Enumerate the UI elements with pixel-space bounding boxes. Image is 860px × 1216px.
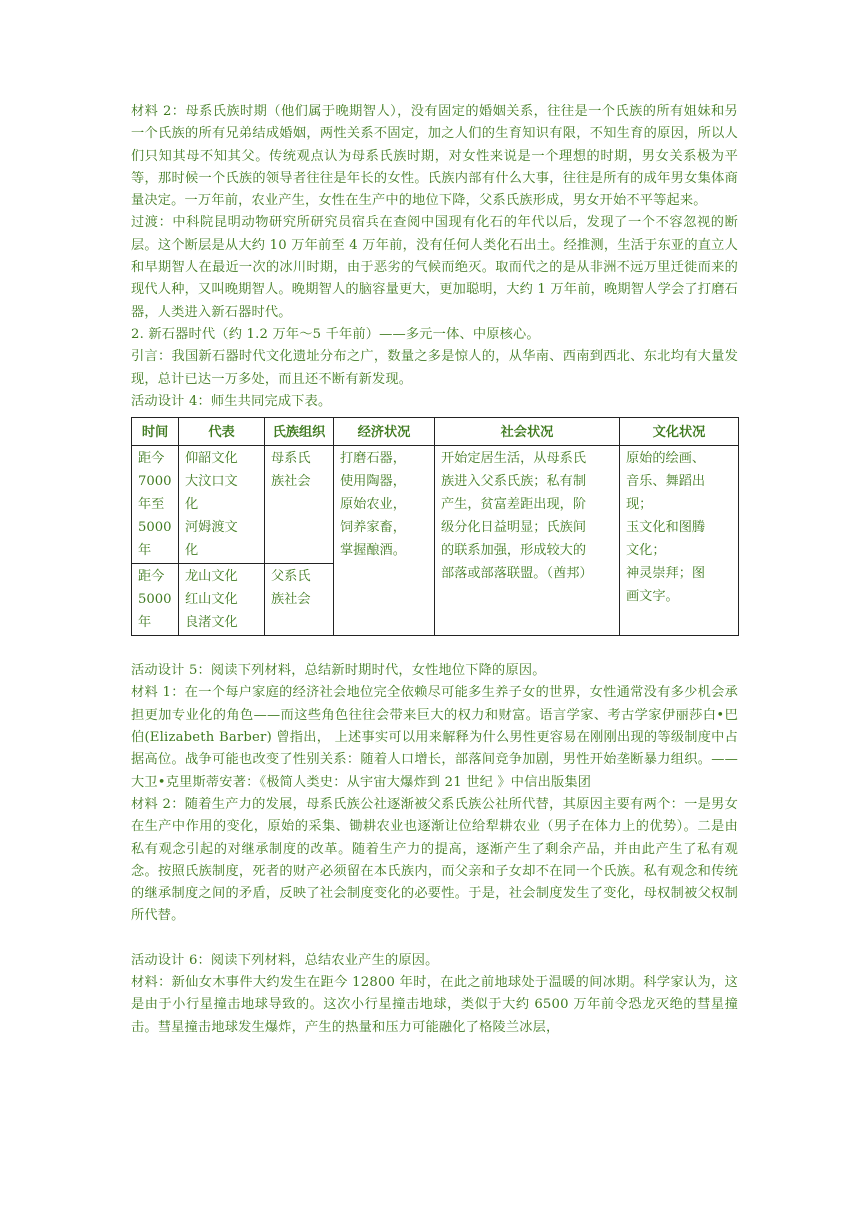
cell-line: 开始定居生活，从母系氏: [441, 451, 587, 467]
cell-line: 仰韶文化: [185, 451, 238, 467]
row1-organization-cell: [265, 446, 334, 564]
table-row: [132, 446, 739, 564]
cell-line: 掌握酿酒。: [340, 543, 406, 559]
document-page: [131, 101, 738, 1039]
section-heading-neolithic: 2. 新石器时代（约 1.2 万年～5 千年前）——多元一体、中原核心。: [131, 326, 540, 342]
introduction-paragraph: 引言：我国新石器时代文化遗址分布之广，数量之多是惊人的，从华南、西南到西北、东北均有大量发现，总计已达一万多处，而且还不断有新发现。: [131, 349, 738, 387]
cell-line: 音乐、舞蹈出: [626, 474, 706, 490]
cell-line: 原始农业，: [340, 497, 406, 513]
cell-line: 原始的绘画、: [626, 451, 706, 467]
material-paragraph: 材料：新仙女木事件大约发生在距今 12800 年时，在此之前地球处于温暖的间冰期。科学家认为，这是由于小行星撞击地球导致的。这次小行星撞击地球，类似于大约 6500 万年前令恐龙灭绝的彗星撞击。彗星撞击地球发生爆炸，产生的热量和压力可能融化了格陵兰冰层，: [131, 975, 738, 1035]
cell-line: 使用陶器，: [340, 474, 406, 490]
activity-6-heading: 活动设计 6：阅读下列材料，总结农业产生的原因。: [131, 952, 439, 968]
cell-line: 大汶口文: [185, 474, 238, 490]
cell-line: 级分化日益明显；氏族间: [441, 520, 587, 536]
cell-line: 距今: [138, 451, 165, 467]
activity-5-heading: 活动设计 5：阅读下列材料，总结新时期时代，女性地位下降的原因。: [131, 663, 546, 679]
cell-line: 族进入父系氏族；私有制: [441, 474, 587, 490]
material-1-paragraph: 材料 1：在一个每户家庭的经济社会地位完全依赖尽可能多生养子女的世界，女性通常没有多少机会承担更加专业化的角色——而这些角色往往会带来巨大的权力和财富。语言学家、考古学家伊丽莎白•巴伯(Elizabeth Barber) 曾指出， 上述事实可以用来解释为什么男性更容易在刚刚出现的等级制度中占据高位。战争可能也改变了性别关系：随着人口增长，部落间竞争加剧，男性开始垄断暴力组织。——大卫•克里斯蒂安著：《极简人类史：从宇宙大爆炸到 21 世纪 》中信出版集团: [131, 685, 738, 790]
table-header-row: [132, 418, 739, 446]
cell-line: 产生，贫富差距出现，阶: [441, 497, 587, 513]
cell-line: 文化；: [626, 543, 666, 559]
society-cell: [435, 446, 620, 636]
activity-4-heading: 活动设计 4：师生共同完成下表。: [131, 393, 332, 409]
cell-line: 饲养家畜，: [340, 520, 406, 536]
row1-representative-cell: [179, 446, 265, 564]
cell-line: 化: [185, 497, 199, 513]
cell-line: 距今: [138, 569, 165, 585]
cell-line: 打磨石器，: [340, 451, 406, 467]
cell-line: 族社会: [271, 592, 311, 608]
cell-line: 年: [138, 615, 152, 631]
paragraph-gap: [131, 928, 738, 950]
row2-representative-cell: [179, 564, 265, 636]
economy-cell: [334, 446, 435, 636]
neolithic-table: [131, 417, 739, 636]
row2-organization-cell: [265, 564, 334, 636]
culture-cell: [620, 446, 739, 636]
header-clan-organization: 氏族组织: [265, 418, 334, 446]
header-representative: 代表: [179, 418, 265, 446]
header-economy: 经济状况: [334, 418, 435, 446]
header-culture: 文化状况: [620, 418, 739, 446]
cell-line: 5000: [138, 520, 172, 536]
material-2b-paragraph: 材料 2：随着生产力的发展，母系氏族公社逐渐被父系氏族公社所代替，其原因主要有两个：一是男女在生产中作用的变化，原始的采集、锄耕农业也逐渐让位给犁耕农业（男子在体力上的优势）。二是由私有观念引起的对继承制度的改革。随着生产力的提高，逐渐产生了剩余产品，并由此产生了私有观念。按照氏族制度，死者的财产必须留在本氏族内，而父亲和子女却不在同一个氏族。私有观念和传统的继承制度之间的矛盾，反映了社会制度变化的必要性。于是，社会制度发生了变化，母权制被父权制所代替。: [131, 796, 738, 924]
cell-line: 年: [138, 543, 152, 559]
row2-time-cell: [132, 564, 179, 636]
cell-line: 5000: [138, 592, 172, 608]
material-2-paragraph: 材料 2：母系氏族时期（他们属于晚期智人），没有固定的婚姻关系，往往是一个氏族的所有姐妹和另一个氏族的所有兄弟结成婚姻，两性关系不固定，加之人们的生育知识有限，不知生育的原因，所以人们只知其母不知其父。传统观点认为母系氏族时期，对女性来说是一个理想的时期，男女关系极为平等，那时候一个氏族的领导者往往是年长的女性。氏族内部有什么大事，往往是所有的成年男女集体商量决定。一万年前，农业产生，女性在生产中的地位下降，父系氏族形成，男女开始不平等起来。: [131, 104, 738, 209]
cell-line: 年至: [138, 497, 165, 513]
cell-line: 化: [185, 543, 199, 559]
cell-line: 河姆渡文: [185, 520, 238, 536]
cell-line: 的联系加强，形成较大的: [441, 543, 587, 559]
cell-line: 画文字。: [626, 589, 679, 605]
header-time: 时间: [132, 418, 179, 446]
cell-line: 神灵崇拜；图: [626, 566, 706, 582]
cell-line: 族社会: [271, 474, 311, 490]
transition-paragraph: 过渡：中科院昆明动物研究所研究员宿兵在查阅中国现有化石的年代以后，发现了一个不容忽视的断层。这个断层是从大约 10 万年前至 4 万年前，没有任何人类化石出土。经推测，生活于东亚的直立人和早期智人在最近一次的冰川时期，由于恶劣的气候而绝灭。取而代之的是从非洲不远万里迁徙而来的现代人种，又叫晚期智人。晚期智人的脑容量更大，更加聪明，大约 1 万年前，晚期智人学会了打磨石器，人类进入新石器时代。: [131, 215, 738, 320]
cell-line: 玉文化和图腾: [626, 520, 706, 536]
cell-line: 父系氏: [271, 569, 311, 585]
cell-line: 红山文化: [185, 592, 238, 608]
cell-line: 母系氏: [271, 451, 311, 467]
cell-line: 现；: [626, 497, 653, 513]
cell-line: 部落或部落联盟。（酋邦）: [441, 566, 593, 582]
header-society: 社会状况: [435, 418, 620, 446]
row1-time-cell: [132, 446, 179, 564]
cell-line: 7000: [138, 474, 172, 490]
cell-line: 良渚文化: [185, 615, 238, 631]
cell-line: 龙山文化: [185, 569, 238, 585]
